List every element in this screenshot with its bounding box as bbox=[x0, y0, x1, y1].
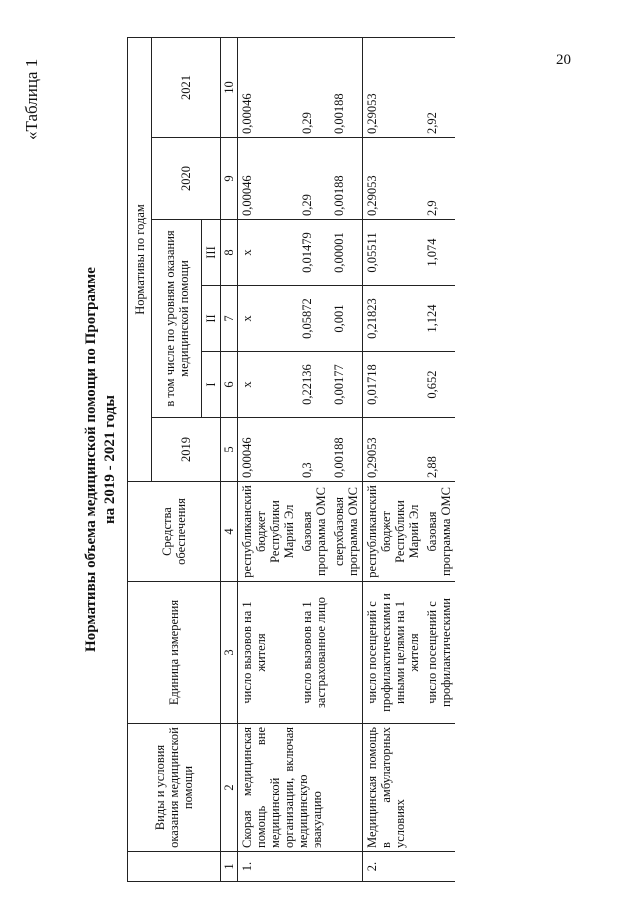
col-number: 3 bbox=[221, 582, 238, 724]
row-source: базовая программа ОМС bbox=[298, 482, 330, 582]
value-level-1: 0,01718 bbox=[363, 352, 424, 418]
value-level-2: 0,21823 bbox=[363, 286, 424, 352]
col-number: 1 bbox=[221, 852, 238, 882]
header-norms-by-year: Нормативы по годам bbox=[128, 38, 152, 482]
col-number: 4 bbox=[221, 482, 238, 582]
value-level-1: 0,22136 bbox=[298, 352, 330, 418]
value-level-3: 1,074 bbox=[423, 220, 455, 286]
header-level-2: II bbox=[202, 286, 221, 352]
value-2021: 2,92 bbox=[423, 38, 455, 138]
value-level-3: 0,01479 bbox=[298, 220, 330, 286]
value-level-1: 0,00177 bbox=[330, 352, 363, 418]
col-number: 8 bbox=[221, 220, 238, 286]
row-number: 1. bbox=[238, 852, 363, 882]
page-number: 20 bbox=[556, 52, 571, 68]
value-2021: 0,00188 bbox=[330, 38, 363, 138]
value-2020: 2,9 bbox=[423, 138, 455, 220]
value-2020: 0,29 bbox=[298, 138, 330, 220]
col-number: 9 bbox=[221, 138, 238, 220]
header-type: Виды и условия оказания медицинской помощи bbox=[128, 724, 221, 852]
title-line-1: Нормативы объема медицинской помощи по Программе bbox=[83, 267, 99, 652]
header-col-1 bbox=[128, 852, 221, 882]
row-unit bbox=[330, 582, 363, 724]
col-number: 2 bbox=[221, 724, 238, 852]
value-2019: 2,88 bbox=[423, 418, 455, 482]
value-level-2: 0,05872 bbox=[298, 286, 330, 352]
value-level-1: 0,652 bbox=[423, 352, 455, 418]
header-2020: 2020 bbox=[152, 138, 221, 220]
value-level-3: 0,00001 bbox=[330, 220, 363, 286]
col-number: 10 bbox=[221, 38, 238, 138]
row-source: сверхбазовая программа ОМС bbox=[330, 482, 363, 582]
header-level-3: III bbox=[202, 220, 221, 286]
value-2019: 0,29053 bbox=[363, 418, 424, 482]
title-line-2: на 2019 - 2021 годы bbox=[102, 395, 118, 524]
value-level-2: 1,124 bbox=[423, 286, 455, 352]
row-source: базовая программа ОМС bbox=[423, 482, 455, 582]
table-row bbox=[363, 38, 424, 882]
row-source: республиканский бюджет Республики Марий Эл bbox=[363, 482, 424, 582]
value-2019: 0,00188 bbox=[330, 418, 363, 482]
document-title bbox=[82, 37, 120, 882]
value-level-3: x bbox=[238, 220, 299, 286]
table-label: «Таблица 1 bbox=[22, 58, 41, 140]
value-2021: 0,29 bbox=[298, 38, 330, 138]
row-type: Медицинская помощь в амбулаторных условиях bbox=[363, 724, 456, 852]
value-2021: 0,29053 bbox=[363, 38, 424, 138]
value-level-2: x bbox=[238, 286, 299, 352]
row-unit: число посещений с профилактическими и иными целями на 1 жителя bbox=[363, 582, 424, 724]
col-number: 6 bbox=[221, 352, 238, 418]
header-level-1: I bbox=[202, 352, 221, 418]
value-level-3: 0,05511 bbox=[363, 220, 424, 286]
header-2021: 2021 bbox=[152, 38, 221, 138]
header-2019: 2019 bbox=[152, 418, 221, 482]
value-2021: 0,00046 bbox=[238, 38, 299, 138]
row-unit: число вызовов на 1 жителя bbox=[238, 582, 299, 724]
value-2019: 0,00046 bbox=[238, 418, 299, 482]
table-row bbox=[238, 38, 299, 882]
row-unit: число вызовов на 1 застрахованное лицо bbox=[298, 582, 330, 724]
row-unit: число посещений с профилактическими bbox=[423, 582, 455, 724]
value-2020: 0,29053 bbox=[363, 138, 424, 220]
header-source: Средства обеспечения bbox=[128, 482, 221, 582]
header-by-level: в том числе по уровням оказания медицинской помощи bbox=[152, 220, 202, 418]
row-source: республиканский бюджет Республики Марий Эл bbox=[238, 482, 299, 582]
norms-table bbox=[127, 37, 455, 882]
row-number: 2. bbox=[363, 852, 456, 882]
value-2020: 0,00046 bbox=[238, 138, 299, 220]
col-number: 5 bbox=[221, 418, 238, 482]
value-level-2: 0,001 bbox=[330, 286, 363, 352]
value-2019: 0,3 bbox=[298, 418, 330, 482]
value-level-1: x bbox=[238, 352, 299, 418]
header-unit: Единица измерения bbox=[128, 582, 221, 724]
rotated-sheet bbox=[22, 37, 622, 882]
col-number: 7 bbox=[221, 286, 238, 352]
value-2020: 0,00188 bbox=[330, 138, 363, 220]
row-type: Скорая медицинская помощь вне медицинской организации, включая медицинскую эвакуацию bbox=[238, 724, 363, 852]
